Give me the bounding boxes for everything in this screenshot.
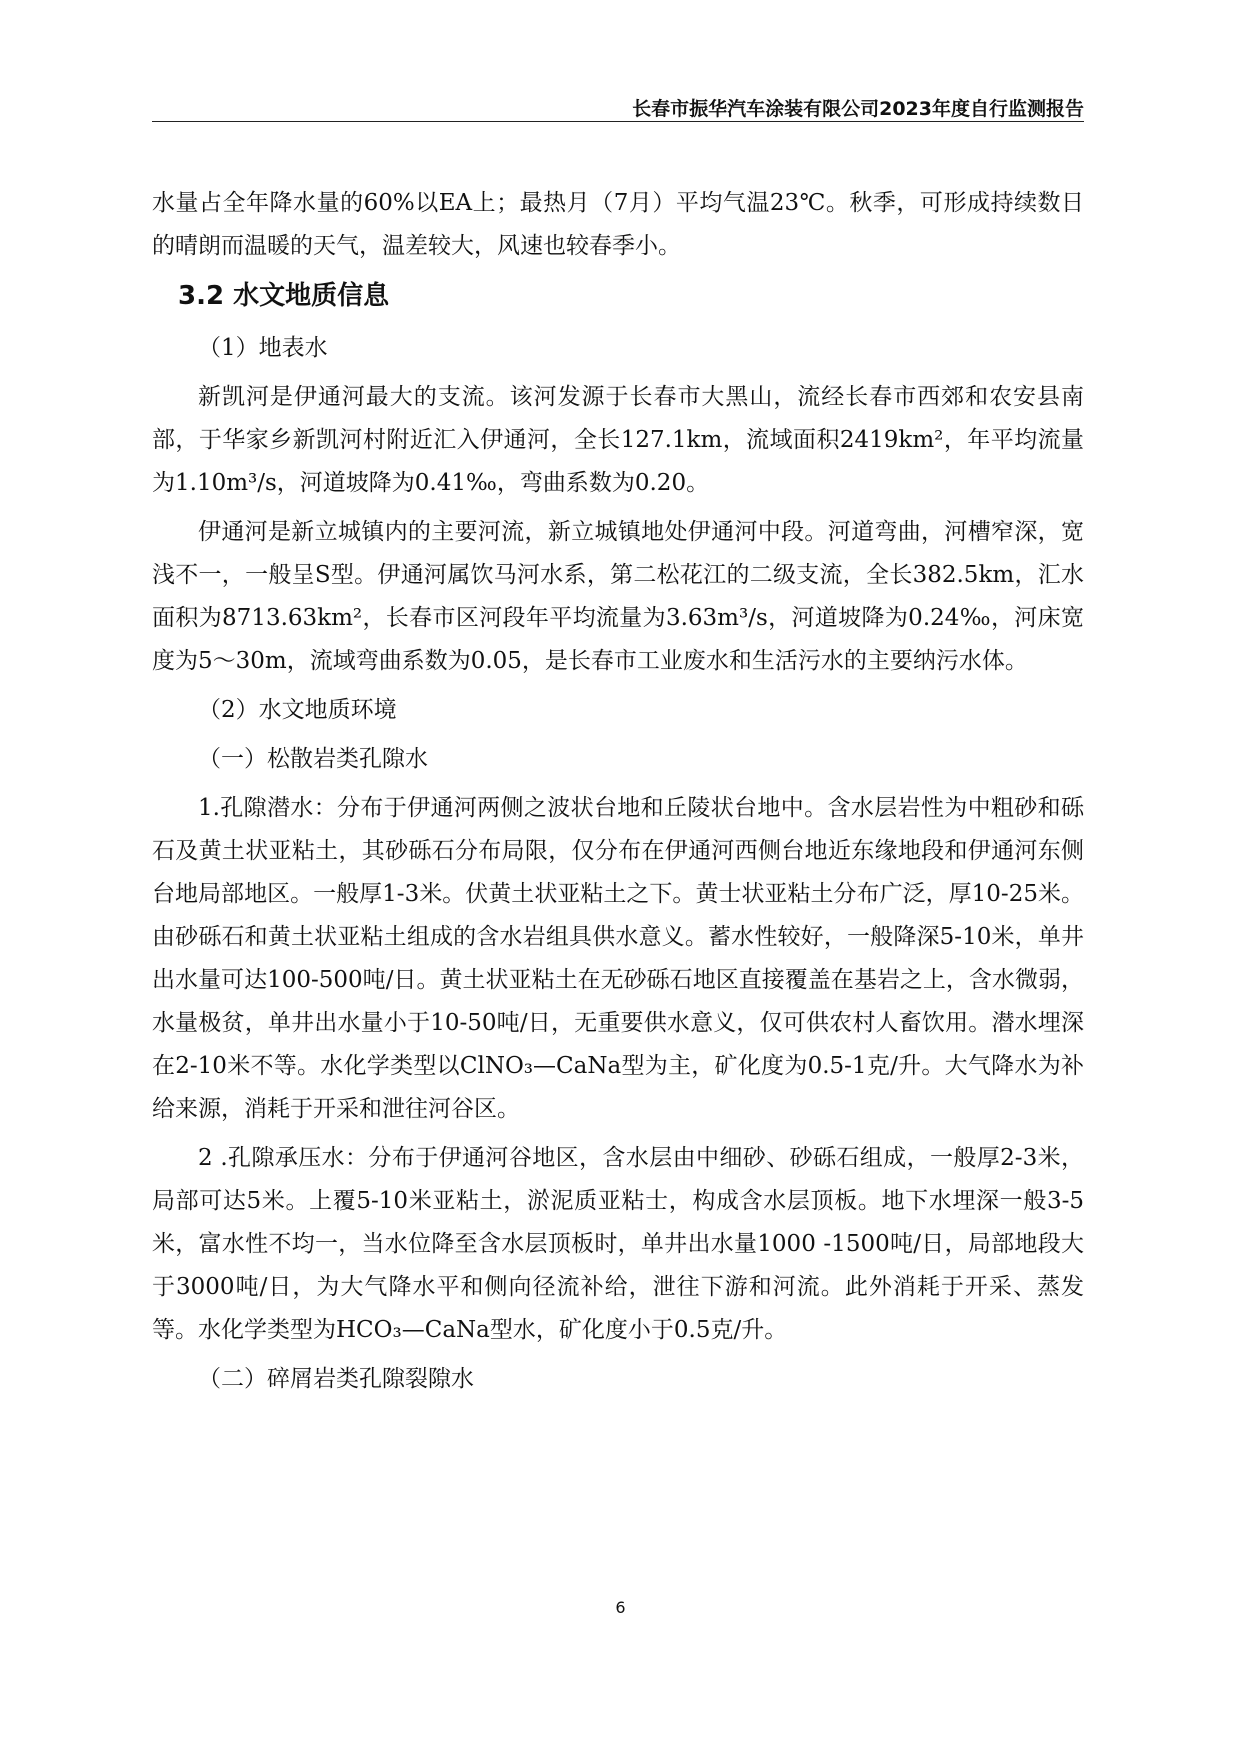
subheading-surface-water: （1）地表水: [198, 335, 328, 361]
subheading-hydrogeology: （2）水文地质环境: [198, 697, 397, 723]
page-number: 6: [615, 1598, 626, 1617]
subheading-loose-rock-pore-water: （一）松散岩类孔隙水: [198, 746, 428, 772]
paragraph-pore-phreatic-water: 1.孔隙潜水：分布于伊通河两侧之波状台地和丘陵状台地中。含水层岩性为中粗砂和砾石及黄土状亚粘土，其砂砾石分布局限，仅分布在伊通河西侧台地近东缘地段和伊通河东侧台地局部地区。一般厚1-3米。伏黄土状亚粘土之下。黄士状亚粘土分布广泛，厚10-25米。由砂砾石和黄土状亚粘土组成的含水岩组具供水意义。蓄水性较好，一般降深5-10米，单井出水量可达100-500吨/日。黄土状亚粘土在无砂砾石地区直接覆盖在基岩之上，含水微弱，水量极贫，单井出水量小于10-50吨/日，无重要供水意义，仅可供农村人畜饮用。潜水埋深在2-10米不等。水化学类型以ClNO₃—CaNa型为主，矿化度为0.5-1克/升。大气降水为补给来源，消耗于开采和泄往河谷区。: [152, 795, 1084, 1122]
subheading-clastic-rock-water: （二）碎屑岩类孔隙裂隙水: [198, 1366, 474, 1392]
paragraph-yitong-river: 伊通河是新立城镇内的主要河流，新立城镇地处伊通河中段。河道弯曲，河槽窄深，宽浅不一，一般呈S型。伊通河属饮马河水系，第二松花江的二级支流，全长382.5km，汇水面积为8713.63km²，长春市区河段年平均流量为3.63m³/s，河道坡降为0.24‰，河床宽度为5～30m，流域弯曲系数为0.05，是长春市工业废水和生活污水的主要纳污水体。: [152, 519, 1084, 674]
section-title: 3.2 水文地质信息: [178, 281, 390, 311]
document-body: [152, 182, 1084, 1407]
header-divider: [152, 121, 1084, 122]
paragraph-pore-confined-water: 2 .孔隙承压水：分布于伊通河谷地区，含水层由中细砂、砂砾石组成，一般厚2-3米，局部可达5米。上覆5-10米亚粘土，淤泥质亚粘士，构成含水层顶板。地下水埋深一般3-5米，富水性不均一，当水位降至含水层顶板时，单井出水量1000 -1500吨/日，局部地段大于3000吨/日，为大气降水平和侧向径流补给，泄往下游和河流。此外消耗于开采、蒸发等。水化学类型为HCO₃—CaNa型水，矿化度小于0.5克/升。: [152, 1145, 1084, 1343]
paragraph-xinkai-river: 新凯河是伊通河最大的支流。该河发源于长春市大黑山，流经长春市西郊和农安县南部，于华家乡新凯河村附近汇入伊通河，全长127.1km，流域面积2419km²，年平均流量为1.10m³/s，河道坡降为0.41‰，弯曲系数为0.20。: [152, 384, 1084, 496]
paragraph-climate: 水量占全年降水量的60%以EA上；最热月（7月）平均气温23℃。秋季，可形成持续数日的晴朗而温暖的天气，温差较大，风速也较春季小。: [152, 190, 1084, 259]
page-header-title: 长春市振华汽车涂装有限公司2023年度自行监测报告: [632, 98, 1084, 120]
